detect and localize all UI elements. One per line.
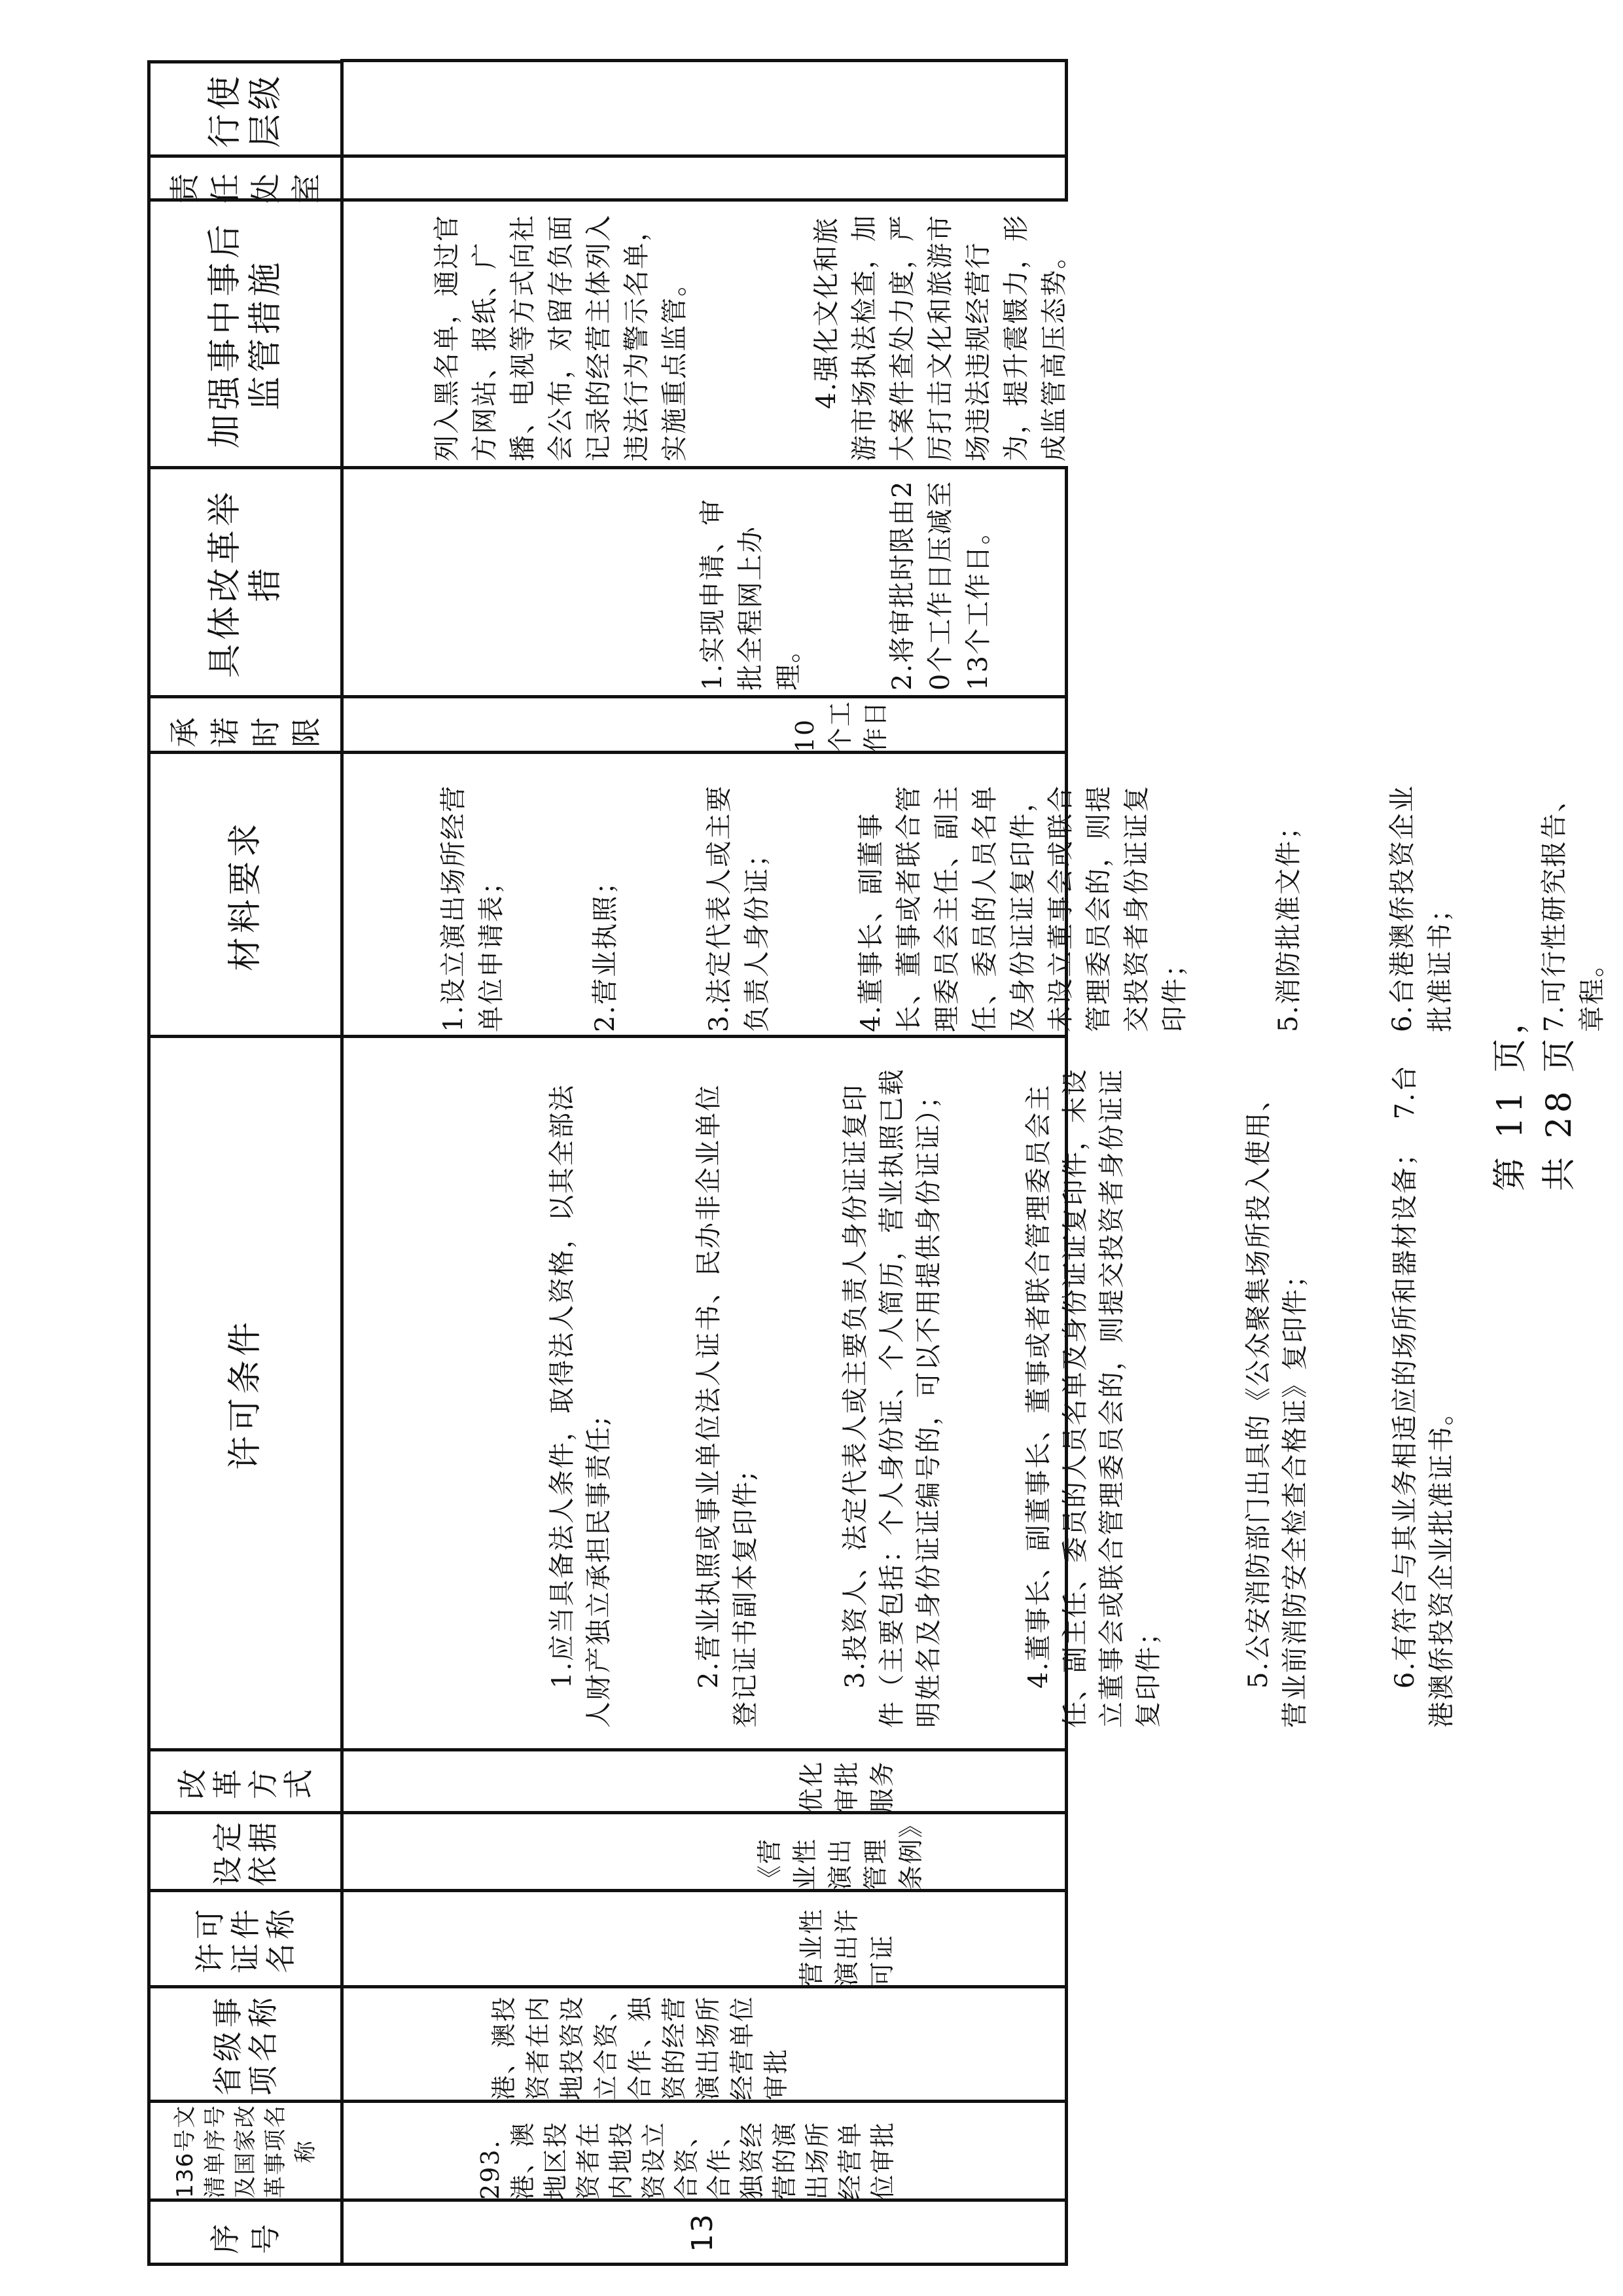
header-supervision-label: 加强事中事后监管措施 — [205, 221, 285, 449]
reform-measures-text — [618, 476, 1073, 691]
seq-value: 13 — [685, 2212, 719, 2252]
material-item-5: 5.消防批准文件； — [1273, 812, 1304, 1032]
header-reform-mode — [147, 1748, 344, 1812]
condition-item-3: 3.投资人、法定代表人或主要负责人身份证证复印件（主要包括：个人身份证、个人简历，营业执照已载明姓名及身份证证编号的，可以不用提供身份证证）； — [840, 1067, 944, 1728]
header-legal-basis-label: 设定依据 — [210, 1818, 281, 1886]
header-reform-mode-label: 改革方式 — [175, 1765, 316, 1799]
provincial-item-value: 港、澳投资者在内地投资设立合资、合作、独资的经营演出场所经营单位审批 — [489, 1995, 791, 2100]
cell-reform-mode — [340, 1748, 1068, 1812]
header-level — [147, 60, 344, 156]
condition-item-5: 5.公安消防部门出具的《公众聚集场所投入使用、营业前消防安全检查合格证》复印件； — [1243, 1083, 1310, 1728]
header-supervision — [147, 198, 344, 467]
header-provincial-item — [147, 1985, 344, 2101]
cell-time-limit — [340, 695, 1068, 752]
material-item-4: 4.董事长、副董事长、董事或者联合管理委员会主任、副主任、委员的人员名单及身份证证复印件，未设立董事会或联合管理委员会的，则提交投资者身份证证复印件； — [855, 784, 1190, 1032]
reform-measure-2: 2.将审批时限由20个工作日压减至13个工作日。 — [887, 479, 993, 691]
reform-measure-1: 1.实现申请、审批全程网上办理。 — [697, 497, 804, 691]
cell-supervision — [340, 198, 1068, 467]
header-level-label: 行使层级 — [205, 71, 285, 148]
conditions-list — [471, 1060, 1533, 1728]
time-limit-value: 10个工作日 — [790, 700, 890, 753]
header-time-limit — [147, 695, 344, 752]
reform-mode-value: 优化审批服务 — [796, 1760, 897, 1813]
condition-item-1: 1.应当具备法人条件，取得法人资格，以其全部法人财产独立承担民事责任; — [546, 1083, 614, 1728]
header-time-limit-label: 承诺时限 — [167, 703, 324, 747]
header-department — [147, 154, 344, 204]
cell-national-item — [340, 2100, 1068, 2200]
header-materials-label: 材料要求 — [226, 819, 265, 971]
material-item-7: 7.可行性研究报告、章程。 — [1539, 784, 1607, 1032]
cell-legal-basis — [340, 1811, 1068, 1890]
national-item-value: 293.港、澳地区投资者在内地投资设立合资、合作、独资经营的演出场所经营单位审批 — [475, 2121, 897, 2200]
header-seq — [147, 2198, 344, 2266]
header-reform-measures — [147, 466, 344, 696]
cell-conditions — [340, 1035, 1457, 1749]
cell-seq — [340, 2198, 1068, 2266]
header-national-item — [147, 2100, 344, 2200]
header-reform-measures-label: 具体改革举措 — [205, 488, 285, 678]
header-legal-basis — [147, 1811, 344, 1890]
header-conditions — [147, 1035, 344, 1749]
page-footer — [1491, 982, 1579, 1191]
header-materials — [147, 751, 344, 1036]
supervision-item-2: 4.强化文化和旅游市场执法检查，加大案件查处力度，严厉打击文化和旅游市场违法违规经营行为，提升震慑力，形成监管高压态势。 — [812, 214, 1069, 461]
condition-item-6: 6.有符合与其业务相适应的场所和器材设备； 7.台港澳侨投资企业批准证书。 — [1389, 1064, 1457, 1728]
header-provincial-item-label: 省级事项名称 — [210, 1994, 281, 2096]
header-national-item-label: 136号文清单序号及国家改革事项名称 — [172, 2104, 319, 2198]
page-number: 第 11 页，共 28 页 — [1491, 996, 1579, 1191]
cell-license-name — [340, 1889, 1068, 1986]
materials-list — [359, 759, 1623, 1032]
cell-reform-measures — [340, 466, 1068, 696]
cell-materials — [340, 751, 1607, 1036]
supervision-text — [352, 207, 1149, 461]
header-department-label: 责任处室 — [167, 154, 324, 204]
material-item-3: 3.法定代表人或主要负责人身份证； — [704, 784, 772, 1032]
material-item-1: 1.设立演出场所经营单位申请表； — [438, 784, 507, 1032]
cell-department — [340, 154, 1068, 200]
header-conditions-label: 许可条件 — [226, 1318, 265, 1470]
condition-item-2: 2.营业执照或事业单位法人证书、民办非企业单位登记证书副本复印件; — [693, 1083, 760, 1728]
header-license-name-label: 许可证件名称 — [192, 1905, 298, 1973]
header-license-name — [147, 1889, 344, 1986]
legal-basis-value: 《营业性演出管理条例》 — [755, 1811, 925, 1890]
material-item-6: 6.台港澳侨投资企业批准证书； — [1387, 784, 1455, 1032]
condition-item-4: 4.董事长、副董事长、董事或者联合管理委员会主任、副主任、委员的人员名单及身份证证复印件，未设立董事会或联合管理委员会的，则提交投资者身份证证复印件； — [1023, 1067, 1164, 1728]
cell-provincial-item — [340, 1985, 1068, 2101]
supervision-item-1: 列入黑名单，通过官方网站、报纸、广播、电视等方式向社会公布，对留存负面记录的经营主体列入违法行为警示名单，实施重点监管。 — [432, 214, 690, 461]
header-seq-label: 序号 — [207, 2210, 283, 2254]
license-name-value: 营业性演出许可证 — [796, 1907, 897, 1986]
material-item-2: 2.营业执照； — [590, 867, 620, 1032]
